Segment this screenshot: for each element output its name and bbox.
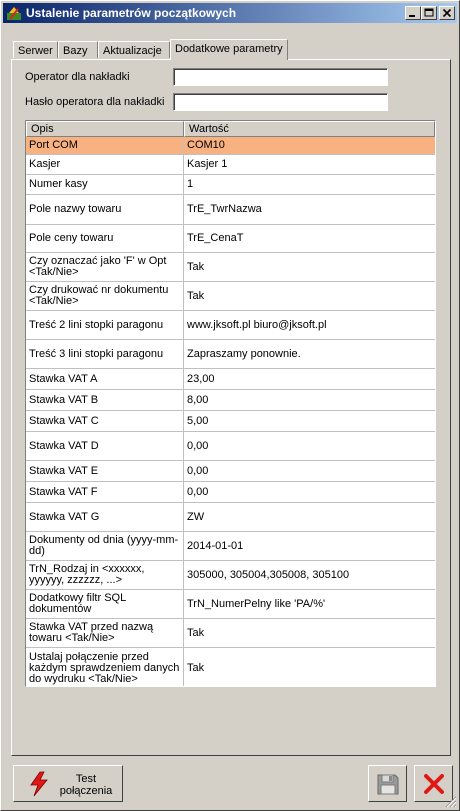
row-opis: Stawka VAT przed nazwą towaru <Tak/Nie>	[26, 619, 184, 647]
grid-header	[26, 121, 435, 137]
maximize-button[interactable]	[421, 6, 437, 20]
row-opis: Treść 3 lini stopki paragonu	[26, 340, 184, 368]
row-opis: Pole ceny towaru	[26, 225, 184, 252]
lightning-icon	[28, 771, 50, 797]
row-opis: Czy oznaczać jako 'F' w Opt <Tak/Nie>	[26, 253, 184, 281]
table-row[interactable]	[26, 155, 435, 175]
row-wartosc[interactable]: 8,00	[187, 393, 209, 406]
table-row[interactable]	[26, 532, 435, 561]
row-wartosc[interactable]: TrN_NumerPelny like 'PA/%'	[187, 597, 326, 610]
row-wartosc[interactable]: 2014-01-01	[187, 539, 244, 552]
minimize-icon	[406, 7, 420, 19]
row-opis: Treść 2 lini stopki paragonu	[26, 311, 184, 339]
row-opis: Stawka VAT F	[26, 482, 184, 502]
row-opis: Stawka VAT D	[26, 432, 184, 460]
password-label: Hasło operatora dla nakładki	[25, 96, 165, 108]
row-opis: TrN_Rodzaj in <xxxxxx, yyyyyy, zzzzzz, ...>	[26, 561, 184, 589]
tab-dodatkowe-parametry[interactable]: Dodatkowe parametry	[170, 39, 288, 60]
window-title: Ustalenie parametrów początkowych	[26, 6, 237, 20]
close-button[interactable]	[439, 6, 455, 20]
maximize-icon	[422, 7, 436, 19]
row-wartosc[interactable]: Tak	[187, 661, 205, 674]
title-bar[interactable]	[3, 3, 457, 23]
table-row[interactable]	[26, 369, 435, 390]
tab-serwer[interactable]: Serwer	[13, 41, 58, 58]
table-row[interactable]	[26, 561, 435, 590]
row-opis: Port COM	[26, 137, 184, 154]
row-wartosc[interactable]: 23,00	[187, 372, 215, 385]
tab-aktualizacje[interactable]: Aktualizacje	[98, 41, 170, 58]
row-wartosc[interactable]: 5,00	[187, 414, 209, 427]
row-opis: Stawka VAT A	[26, 369, 184, 389]
red-x-icon	[423, 773, 445, 795]
table-row[interactable]	[26, 253, 435, 282]
row-opis: Czy drukować nr dokumentu <Tak/Nie>	[26, 282, 184, 310]
resize-grip-icon[interactable]	[445, 796, 457, 808]
row-opis: Stawka VAT E	[26, 461, 184, 481]
row-opis: Stawka VAT G	[26, 503, 184, 531]
table-row[interactable]	[26, 648, 435, 687]
minimize-button[interactable]	[405, 6, 421, 20]
row-opis: Dokumenty od dnia (yyyy-mm-dd)	[26, 532, 184, 560]
table-row[interactable]	[26, 195, 435, 225]
table-row[interactable]	[26, 503, 435, 532]
row-wartosc[interactable]: Zapraszamy ponownie.	[187, 347, 301, 360]
row-opis: Stawka VAT B	[26, 390, 184, 410]
row-opis: Numer kasy	[26, 175, 184, 194]
row-wartosc[interactable]: 1	[187, 178, 194, 190]
operator-input[interactable]	[173, 68, 388, 86]
row-wartosc[interactable]: COM10	[187, 139, 225, 151]
table-row[interactable]	[26, 619, 435, 648]
table-row[interactable]	[26, 411, 435, 432]
table-row[interactable]	[26, 390, 435, 411]
column-header-opis[interactable]: Opis	[26, 121, 184, 137]
row-wartosc[interactable]: Kasjer 1	[187, 158, 228, 170]
row-wartosc[interactable]: Tak	[187, 260, 205, 273]
table-row[interactable]	[26, 311, 435, 340]
row-wartosc[interactable]: 305000, 305004,305008, 305100	[187, 568, 350, 581]
row-wartosc[interactable]: 0,00	[187, 485, 209, 498]
close-icon	[440, 7, 454, 19]
row-wartosc[interactable]: ZW	[187, 510, 205, 523]
app-icon	[6, 5, 22, 21]
row-opis: Ustalaj połączenie przed każdym sprawdzeniem danych do wydruku <Tak/Nie>	[26, 648, 184, 687]
table-row[interactable]	[26, 461, 435, 482]
tab-bazy[interactable]: Bazy	[58, 41, 98, 58]
parameters-grid	[25, 120, 436, 687]
column-header-wartosc[interactable]: Wartość	[184, 121, 435, 137]
row-wartosc[interactable]: 0,00	[187, 464, 209, 477]
table-row[interactable]	[26, 340, 435, 369]
table-row[interactable]	[26, 225, 435, 253]
table-row[interactable]	[26, 137, 435, 155]
table-row[interactable]	[26, 482, 435, 503]
row-wartosc[interactable]: TrE_CenaT	[187, 232, 244, 244]
row-wartosc[interactable]: Tak	[187, 626, 205, 639]
table-row[interactable]	[26, 432, 435, 461]
row-opis: Pole nazwy towaru	[26, 195, 184, 224]
password-input[interactable]	[173, 93, 388, 111]
table-row[interactable]	[26, 590, 435, 619]
save-button[interactable]	[368, 765, 407, 802]
test-connection-button[interactable]	[13, 765, 123, 802]
row-opis: Dodatkowy filtr SQL dokumentów	[26, 590, 184, 618]
row-wartosc[interactable]: TrE_TwrNazwa	[187, 203, 262, 215]
row-opis: Stawka VAT C	[26, 411, 184, 431]
row-wartosc[interactable]: 0,00	[187, 439, 209, 452]
row-wartosc[interactable]: Tak	[187, 289, 205, 302]
test-connection-label: Test połączenia	[59, 773, 113, 797]
floppy-disk-icon	[376, 772, 400, 796]
operator-label: Operator dla nakładki	[25, 71, 130, 83]
row-opis: Kasjer	[26, 155, 184, 174]
table-row[interactable]	[26, 175, 435, 195]
row-wartosc[interactable]: www.jksoft.pl biuro@jksoft.pl	[187, 318, 327, 331]
table-row[interactable]	[26, 282, 435, 311]
